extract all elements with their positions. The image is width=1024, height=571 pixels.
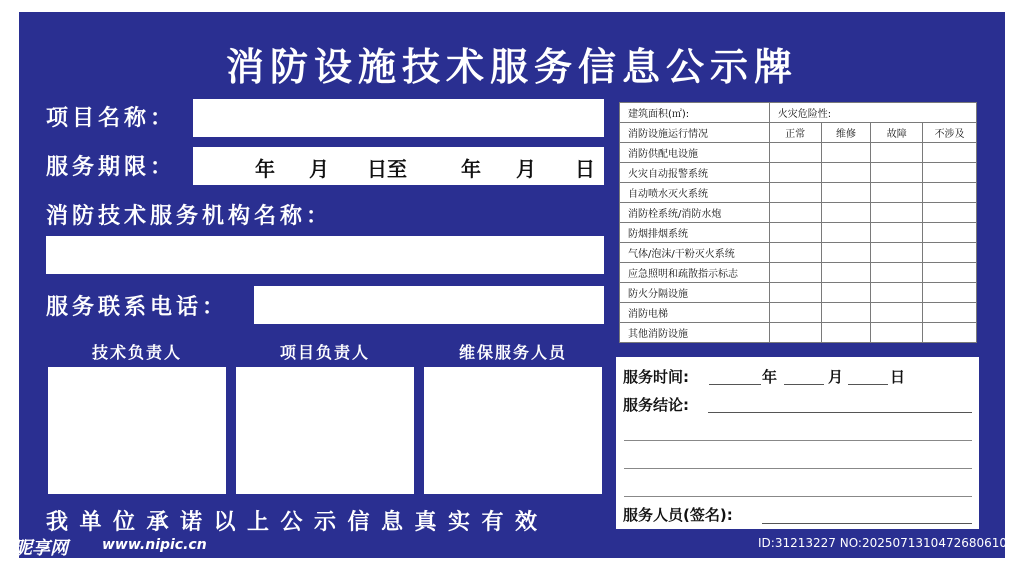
watermark-id: ID:31213227 NO:20250713104726806105 <box>758 536 1015 550</box>
table-row <box>620 163 977 183</box>
board-title: 消防设施技术服务信息公示牌 <box>225 45 798 89</box>
status-cell[interactable] <box>769 143 821 163</box>
status-cell[interactable] <box>769 183 821 203</box>
status-cell[interactable] <box>923 143 977 163</box>
table-row <box>620 203 977 223</box>
period-day-end: 日 <box>575 157 595 181</box>
table-columns-row <box>620 123 977 143</box>
table-row <box>620 263 977 283</box>
system-name: 应急照明和疏散指示标志 <box>620 263 770 283</box>
project-lead-header: 项目负责人 <box>236 338 414 367</box>
system-name: 防烟排烟系统 <box>620 223 770 243</box>
period-month-start: 月 <box>309 157 329 181</box>
system-name: 消防栓系统/消防水炮 <box>620 203 770 223</box>
status-cell[interactable] <box>769 243 821 263</box>
status-cell[interactable] <box>871 203 923 223</box>
conclusion-line-2[interactable] <box>624 440 972 441</box>
col-repair: 维修 <box>821 123 871 143</box>
table-row <box>620 143 977 163</box>
org-name-field[interactable] <box>46 236 604 274</box>
status-cell[interactable] <box>821 223 871 243</box>
status-cell[interactable] <box>923 283 977 303</box>
conclusion-line-3[interactable] <box>624 468 972 469</box>
phone-field[interactable] <box>254 286 604 324</box>
status-cell[interactable] <box>871 183 923 203</box>
status-cell[interactable] <box>923 183 977 203</box>
watermark-logo: 昵享网 <box>14 538 68 559</box>
service-year-line[interactable] <box>709 384 761 385</box>
status-cell[interactable] <box>871 303 923 323</box>
project-name-field[interactable] <box>193 99 604 137</box>
status-cell[interactable] <box>821 283 871 303</box>
system-name: 消防供配电设施 <box>620 143 770 163</box>
col-fault: 故障 <box>871 123 923 143</box>
status-cell[interactable] <box>923 263 977 283</box>
status-cell[interactable] <box>821 263 871 283</box>
status-cell[interactable] <box>871 223 923 243</box>
period-day-start: 日至 <box>367 157 407 181</box>
table-row <box>620 183 977 203</box>
phone-label: 服务联系电话： <box>46 295 229 320</box>
system-name: 消防电梯 <box>620 303 770 323</box>
period-year-start: 年 <box>255 157 275 181</box>
system-name: 气体/泡沫/干粉灭火系统 <box>620 243 770 263</box>
status-cell[interactable] <box>769 203 821 223</box>
service-year-label: 年 <box>762 368 778 386</box>
status-header: 消防设施运行情况 <box>620 123 770 143</box>
status-cell[interactable] <box>769 283 821 303</box>
status-cell[interactable] <box>923 203 977 223</box>
status-cell[interactable] <box>923 323 977 343</box>
col-na: 不涉及 <box>923 123 977 143</box>
system-name: 自动喷水灭火系统 <box>620 183 770 203</box>
status-cell[interactable] <box>769 223 821 243</box>
service-period-label: 服务期限： <box>46 155 177 180</box>
risk-label: 火灾危险性: <box>769 103 976 123</box>
status-cell[interactable] <box>821 183 871 203</box>
service-staff-label: 服务人员(签名): <box>623 506 733 524</box>
status-cell[interactable] <box>923 223 977 243</box>
status-cell[interactable] <box>821 243 871 263</box>
service-month-label: 月 <box>828 368 844 386</box>
system-name: 其他消防设施 <box>620 323 770 343</box>
area-label: 建筑面积(㎡): <box>620 103 770 123</box>
col-normal: 正常 <box>769 123 821 143</box>
promise-statement: 我单位承诺以上公示信息真实有效 <box>46 510 549 535</box>
status-cell[interactable] <box>871 323 923 343</box>
status-cell[interactable] <box>871 263 923 283</box>
status-cell[interactable] <box>871 283 923 303</box>
service-record-panel <box>616 357 979 529</box>
maintenance-staff-header: 维保服务人员 <box>424 338 602 367</box>
project-lead-panel[interactable] <box>234 336 416 496</box>
period-month-end: 月 <box>516 157 536 181</box>
status-cell[interactable] <box>923 243 977 263</box>
org-name-label: 消防技术服务机构名称： <box>46 204 333 229</box>
system-name: 火灾自动报警系统 <box>620 163 770 183</box>
status-cell[interactable] <box>923 303 977 323</box>
status-cell[interactable] <box>821 303 871 323</box>
table-row <box>620 283 977 303</box>
table-row <box>620 323 977 343</box>
status-cell[interactable] <box>769 303 821 323</box>
service-month-line[interactable] <box>784 384 824 385</box>
table-row <box>620 223 977 243</box>
period-year-end: 年 <box>461 157 481 181</box>
status-cell[interactable] <box>871 243 923 263</box>
status-cell[interactable] <box>821 163 871 183</box>
status-cell[interactable] <box>769 163 821 183</box>
status-cell[interactable] <box>821 203 871 223</box>
system-name: 防火分隔设施 <box>620 283 770 303</box>
watermark-site: www.nipic.cn <box>102 537 207 553</box>
maintenance-staff-panel[interactable] <box>422 336 604 496</box>
table-row <box>620 243 977 263</box>
status-cell[interactable] <box>871 143 923 163</box>
status-cell[interactable] <box>769 323 821 343</box>
service-day-line[interactable] <box>848 384 888 385</box>
service-time-label: 服务时间: <box>623 368 689 386</box>
status-cell[interactable] <box>769 263 821 283</box>
tech-lead-header: 技术负责人 <box>48 338 226 367</box>
service-period-field[interactable] <box>193 147 604 185</box>
status-cell[interactable] <box>821 323 871 343</box>
service-conclusion-label: 服务结论: <box>623 396 689 414</box>
systems-table <box>619 102 977 343</box>
service-day-label: 日 <box>890 368 906 386</box>
signature-line[interactable] <box>762 523 972 524</box>
table-header-row <box>620 103 977 123</box>
conclusion-line-4[interactable] <box>624 496 972 497</box>
project-name-label: 项目名称： <box>46 106 177 131</box>
status-cell[interactable] <box>821 143 871 163</box>
tech-lead-panel[interactable] <box>46 336 228 496</box>
table-row <box>620 303 977 323</box>
status-cell[interactable] <box>923 163 977 183</box>
status-cell[interactable] <box>871 163 923 183</box>
conclusion-line-1[interactable] <box>708 412 972 413</box>
